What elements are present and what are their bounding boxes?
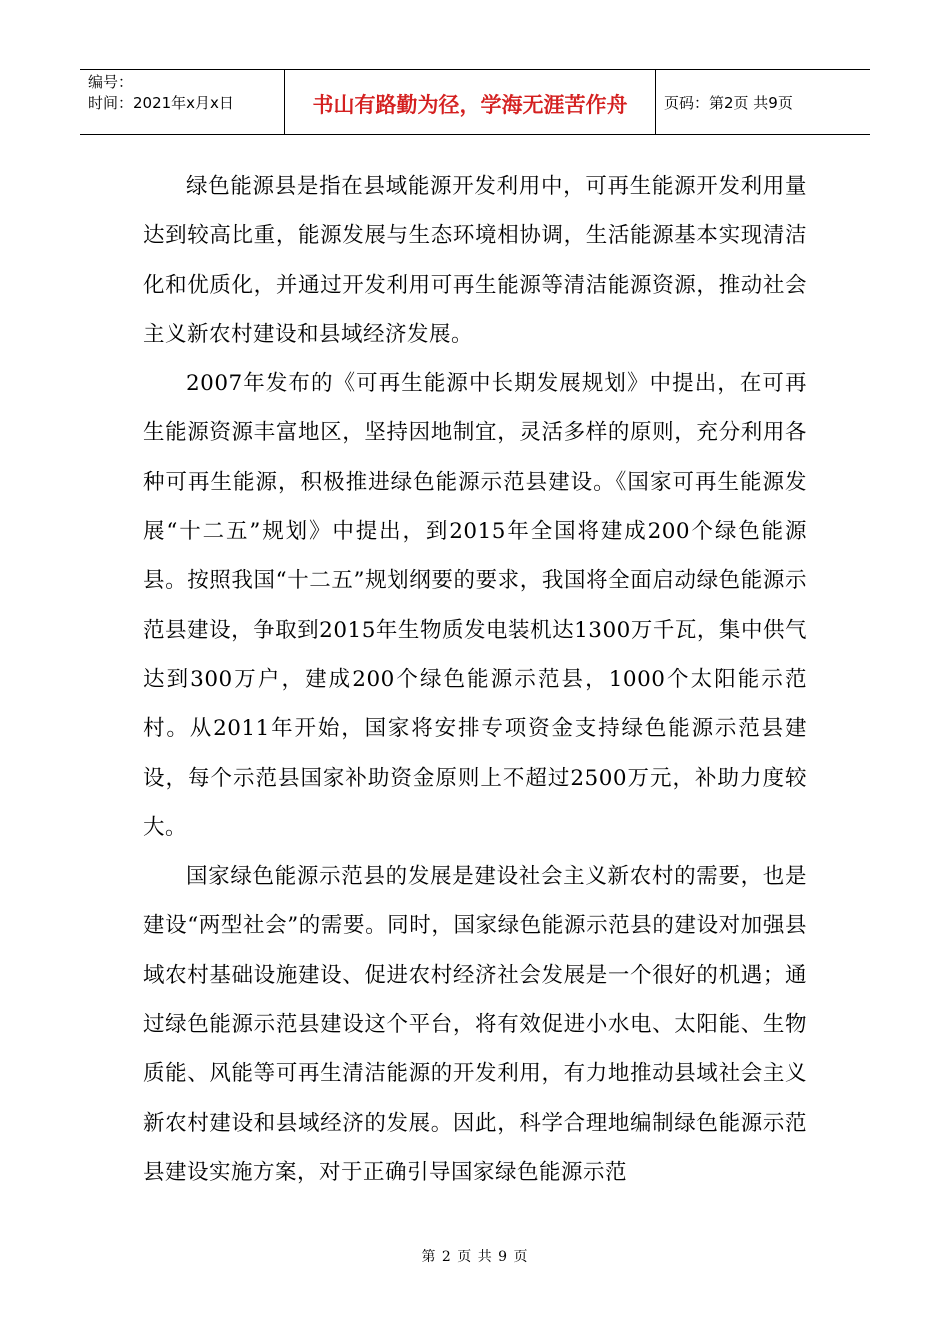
body-paragraph-2: 2007年发布的《可再生能源中长期发展规划》中提出，在可再生能源资源丰富地区，坚持因地制宜，灵活多样的原则，充分利用各种可再生能源，积极推进绿色能源示范县建设。《国家可再生能源发展“十二五”规划》中提出，到2015年全国将建成200个绿色能源县。按照我国“十二五”规划纲要的要求，我国将全面启动绿色能源示范县建设，争取到2015年生物质发电装机达1300万千瓦，集中供气达到300万户，建成200个绿色能源示范县，1000个太阳能示范村。从2011年开始，国家将安排专项资金支持绿色能源示范县建设，每个示范县国家补助资金原则上不超过2500万元，补助力度较大。 [143,371,807,840]
document-number-label: 编号： [88,73,134,91]
header-motto-cell [284,70,656,134]
header-motto: 书山有路勤为径，学海无涯苦作舟 [312,93,628,117]
body-paragraph-3: 国家绿色能源示范县的发展是建设社会主义新农村的需要，也是建设“两型社会”的需要。同时，国家绿色能源示范县的建设对加强县域农村基础设施建设、促进农村经济社会发展是一个很好的机遇；通过绿色能源示范县建设这个平台，将有效促进小水电、太阳能、生物质能、风能等可再生清洁能源的开发利用，有力地推动县域社会主义新农村建设和县域经济的发展。因此，科学合理地编制绿色能源示范县建设实施方案，对于正确引导国家绿色能源示范 [143,864,807,1185]
header-page-info: 页码：第2页 共9页 [664,93,793,112]
body-paragraph-1: 绿色能源县是指在县域能源开发利用中，可再生能源开发利用量达到较高比重，能源发展与生态环境相协调，生活能源基本实现清洁化和优质化，并通过开发利用可再生能源等清洁能源资源，推动社会主义新农村建设和县域经济发展。 [143,174,807,347]
document-header [80,69,870,135]
document-time-label: 时间：2021年x月x日 [88,94,234,112]
header-meta [80,70,284,134]
document-body [143,162,807,1197]
header-page-info-cell [656,70,870,134]
page-footer: 第 2 页 共 9 页 [421,1249,529,1265]
